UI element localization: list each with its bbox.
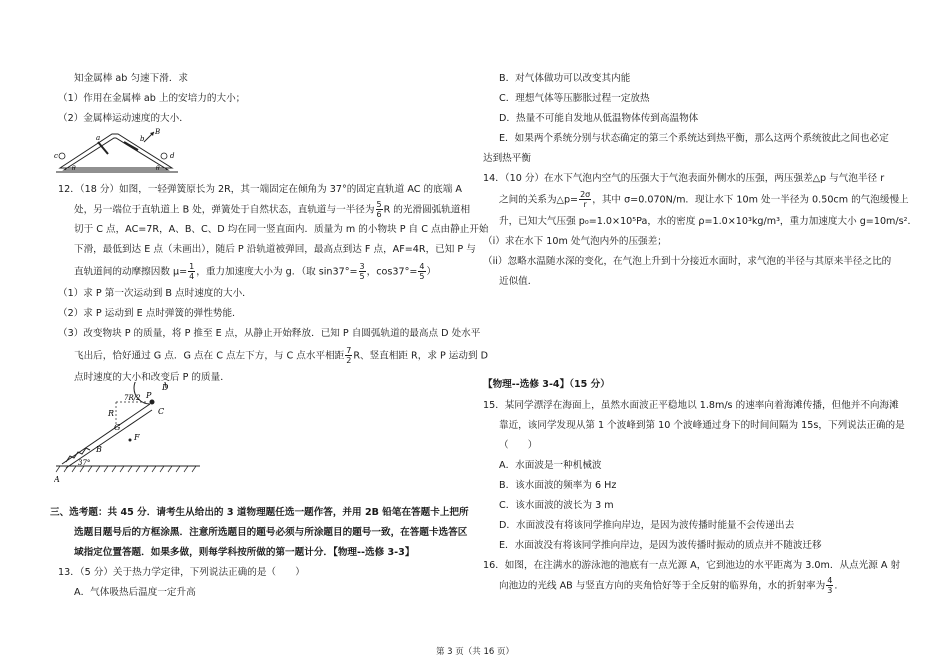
page-footer: 第 3 页（共 16 页） xyxy=(435,647,515,657)
angle-left: θ xyxy=(72,165,76,172)
label-G: G xyxy=(114,423,121,432)
label-P: P xyxy=(146,391,152,400)
question-16-line1: 16．如图，在注满水的游泳池的池底有一点光源 A，它到池边的水平距离为 3.0m．从点光源 A 射 xyxy=(483,560,901,571)
question-part: （i）求在水下 10m 处气泡内外的压强差； xyxy=(483,236,667,247)
label-F: F xyxy=(134,433,140,442)
question-14-line2: 之间的关系为△p= $\frac{2\sigma}{r}$ ，其中 σ=0.070N/m．现让水下 10m 处一半径为 0.50cm 的气泡缓慢上 xyxy=(499,190,909,209)
label-a: a xyxy=(96,134,101,142)
question-14-line1: 14．（10 分）在水下气泡内空气的压强大于气泡表面外侧水的压强，两压强差△p 与气泡半径 r xyxy=(483,173,885,184)
fraction-g: $\frac{7}{2}$ xyxy=(346,346,352,365)
text-line: 知金属棒 ab 匀速下滑．求 xyxy=(74,73,189,84)
label-angle: 37° xyxy=(78,459,91,467)
rail-figure xyxy=(54,128,184,176)
option-B: B．对气体做功可以改变其内能 xyxy=(499,73,631,84)
fraction: $\frac{5}{6}$ xyxy=(376,200,382,219)
question-12-line3: 切于 C 点，AC=7R，A、B、C、D 均在同一竖直面内．质量为 m 的小物块 P 自 C 点由静止开始 xyxy=(74,224,489,235)
question-13-stem: 13．（5 分）关于热力学定律，下列说法正确的是（ ） xyxy=(58,567,305,578)
label-c: c xyxy=(54,152,58,160)
question-part: （ii）忽略水温随水深的变化，在气泡上升到十分接近水面时，求气泡的半径与其原来半径之比的 xyxy=(483,256,892,267)
question-part: 点时速度的大小和改变后 P 的质量． xyxy=(74,372,230,383)
label-B: B xyxy=(155,128,161,136)
option-C: C．该水面波的波长为 3 m xyxy=(499,500,614,511)
option-A: A．水面波是一种机械波 xyxy=(499,460,602,471)
label-dist: 7R/2 xyxy=(124,394,141,402)
option-E-cont: 达到热平衡 xyxy=(483,153,531,164)
fraction-sin: $\frac{3}{5}$ xyxy=(359,262,365,281)
label-d: d xyxy=(170,152,175,160)
label-D: D xyxy=(162,383,169,392)
label-b: b xyxy=(140,135,145,143)
option-E: E．如果两个系统分别与状态确定的第三个系统达到热平衡，那么这两个系统彼此之间也必定 xyxy=(499,133,889,144)
fraction-2sigma: $\frac{2\sigma}{r}$ xyxy=(580,190,591,209)
option-E: E．水面波没有将该同学推向岸边，是因为波传播时振动的质点并不随波迁移 xyxy=(499,540,822,551)
option-B: B．该水面波的频率为 6 Hz xyxy=(499,480,617,491)
option-D: D．水面波没有将该同学推向岸边，是因为波传播时能量不会传递出去 xyxy=(499,520,795,531)
option-A: A．气体吸热后温度一定升高 xyxy=(74,587,196,598)
incline-spring-figure xyxy=(54,382,204,486)
label-R: R xyxy=(108,409,115,418)
fraction-n: $\frac{4}{3}$ xyxy=(827,576,833,595)
question-part: 近似值． xyxy=(499,276,538,287)
question-12-line4: 下滑，最低到达 E 点（未画出），随后 P 沿轨道被弹回，最高点到达 F 点，AF=4R，已知 P 与 xyxy=(74,244,476,255)
question-part: （2）金属棒运动速度的大小． xyxy=(58,113,189,124)
question-15-line3: （ ） xyxy=(499,440,538,451)
question-16-line2: 向池边的光线 AB 与竖直方向的夹角恰好等于全反射的临界角，水的折射率为 $\frac{4}{3}$ . xyxy=(499,576,838,595)
section-heading: 域指定位置答题．如果多做，则每学科按所做的第一题计分．【物理--选修 3-3】 xyxy=(74,547,415,558)
question-15-line2: 靠近，该同学发现从第 1 个波峰到第 10 个波峰通过身下的时间间隔为 15s，下列说法正确的是 xyxy=(499,420,905,431)
fraction-cos: $\frac{4}{5}$ xyxy=(419,262,425,281)
question-12-line2: 处，另一端位于直轨道上 B 处，弹簧处于自然状态，直轨道与一半径为 $\frac{5}{6}$ R 的光滑圆弧轨道相 xyxy=(74,200,471,219)
question-12-line5: 直轨道间的动摩擦因数 μ= $\frac{1}{4}$ ，重力加速度大小为 g．（取 sin37°= $\frac{3}{5}$ ，cos37°= $\frac{4}{5}$ ） xyxy=(74,262,437,281)
option-C: C．理想气体等压膨胀过程一定放热 xyxy=(499,93,650,104)
question-12-line1: 12．（18 分）如图，一轻弹簧原长为 2R，其一端固定在倾角为 37°的固定直轨道 AC 的底端 A xyxy=(58,184,462,195)
option-D: D．热量不可能自发地从低温物体传到高温物体 xyxy=(499,113,699,124)
angle-right: θ xyxy=(156,165,160,172)
question-15-line1: 15．某同学漂浮在海面上，虽然水面波正平稳地以 1.8m/s 的速率向着海滩传播，但他并不向海滩 xyxy=(483,400,899,411)
question-part: 飞出后，恰好通过 G 点．G 点在 C 点左下方，与 C 点水平相距 $\frac{7}{2}$ R、竖直相距 R，求 P 运动到 D xyxy=(74,346,489,365)
question-part: （2）求 P 运动到 E 点时弹簧的弹性势能． xyxy=(58,308,242,319)
section-heading: 选题目题号后的方框涂黑．注意所选题目的题号必须与所涂题目的题号一致，在答题卡选答区 xyxy=(74,527,468,538)
question-part: （1）作用在金属棒 ab 上的安培力的大小； xyxy=(58,93,246,104)
fraction-mu: $\frac{1}{4}$ xyxy=(189,262,195,281)
section-heading: 三、选考题：共 45 分．请考生从给出的 3 道物理题任选一题作答，并用 2B 铅笔在答题卡上把所 xyxy=(50,507,469,518)
question-part: （1）求 P 第一次运动到 B 点时速度的大小． xyxy=(58,288,252,299)
label-A: A xyxy=(54,475,60,484)
question-part: （3）改变物块 P 的质量，将 P 推至 E 点，从静止开始释放．已知 P 自圆弧轨道的最高点 D 处水平 xyxy=(58,328,481,339)
section-heading: 【物理--选修 3-4】（15 分） xyxy=(483,379,610,390)
label-C: C xyxy=(158,407,165,416)
label-B: B xyxy=(96,445,102,454)
question-14-line3: 升，已知大气压强 p₀=1.0×10⁵Pa，水的密度 ρ=1.0×10³kg/m³，重力加速度大小 g=10m/s²． xyxy=(499,216,918,227)
